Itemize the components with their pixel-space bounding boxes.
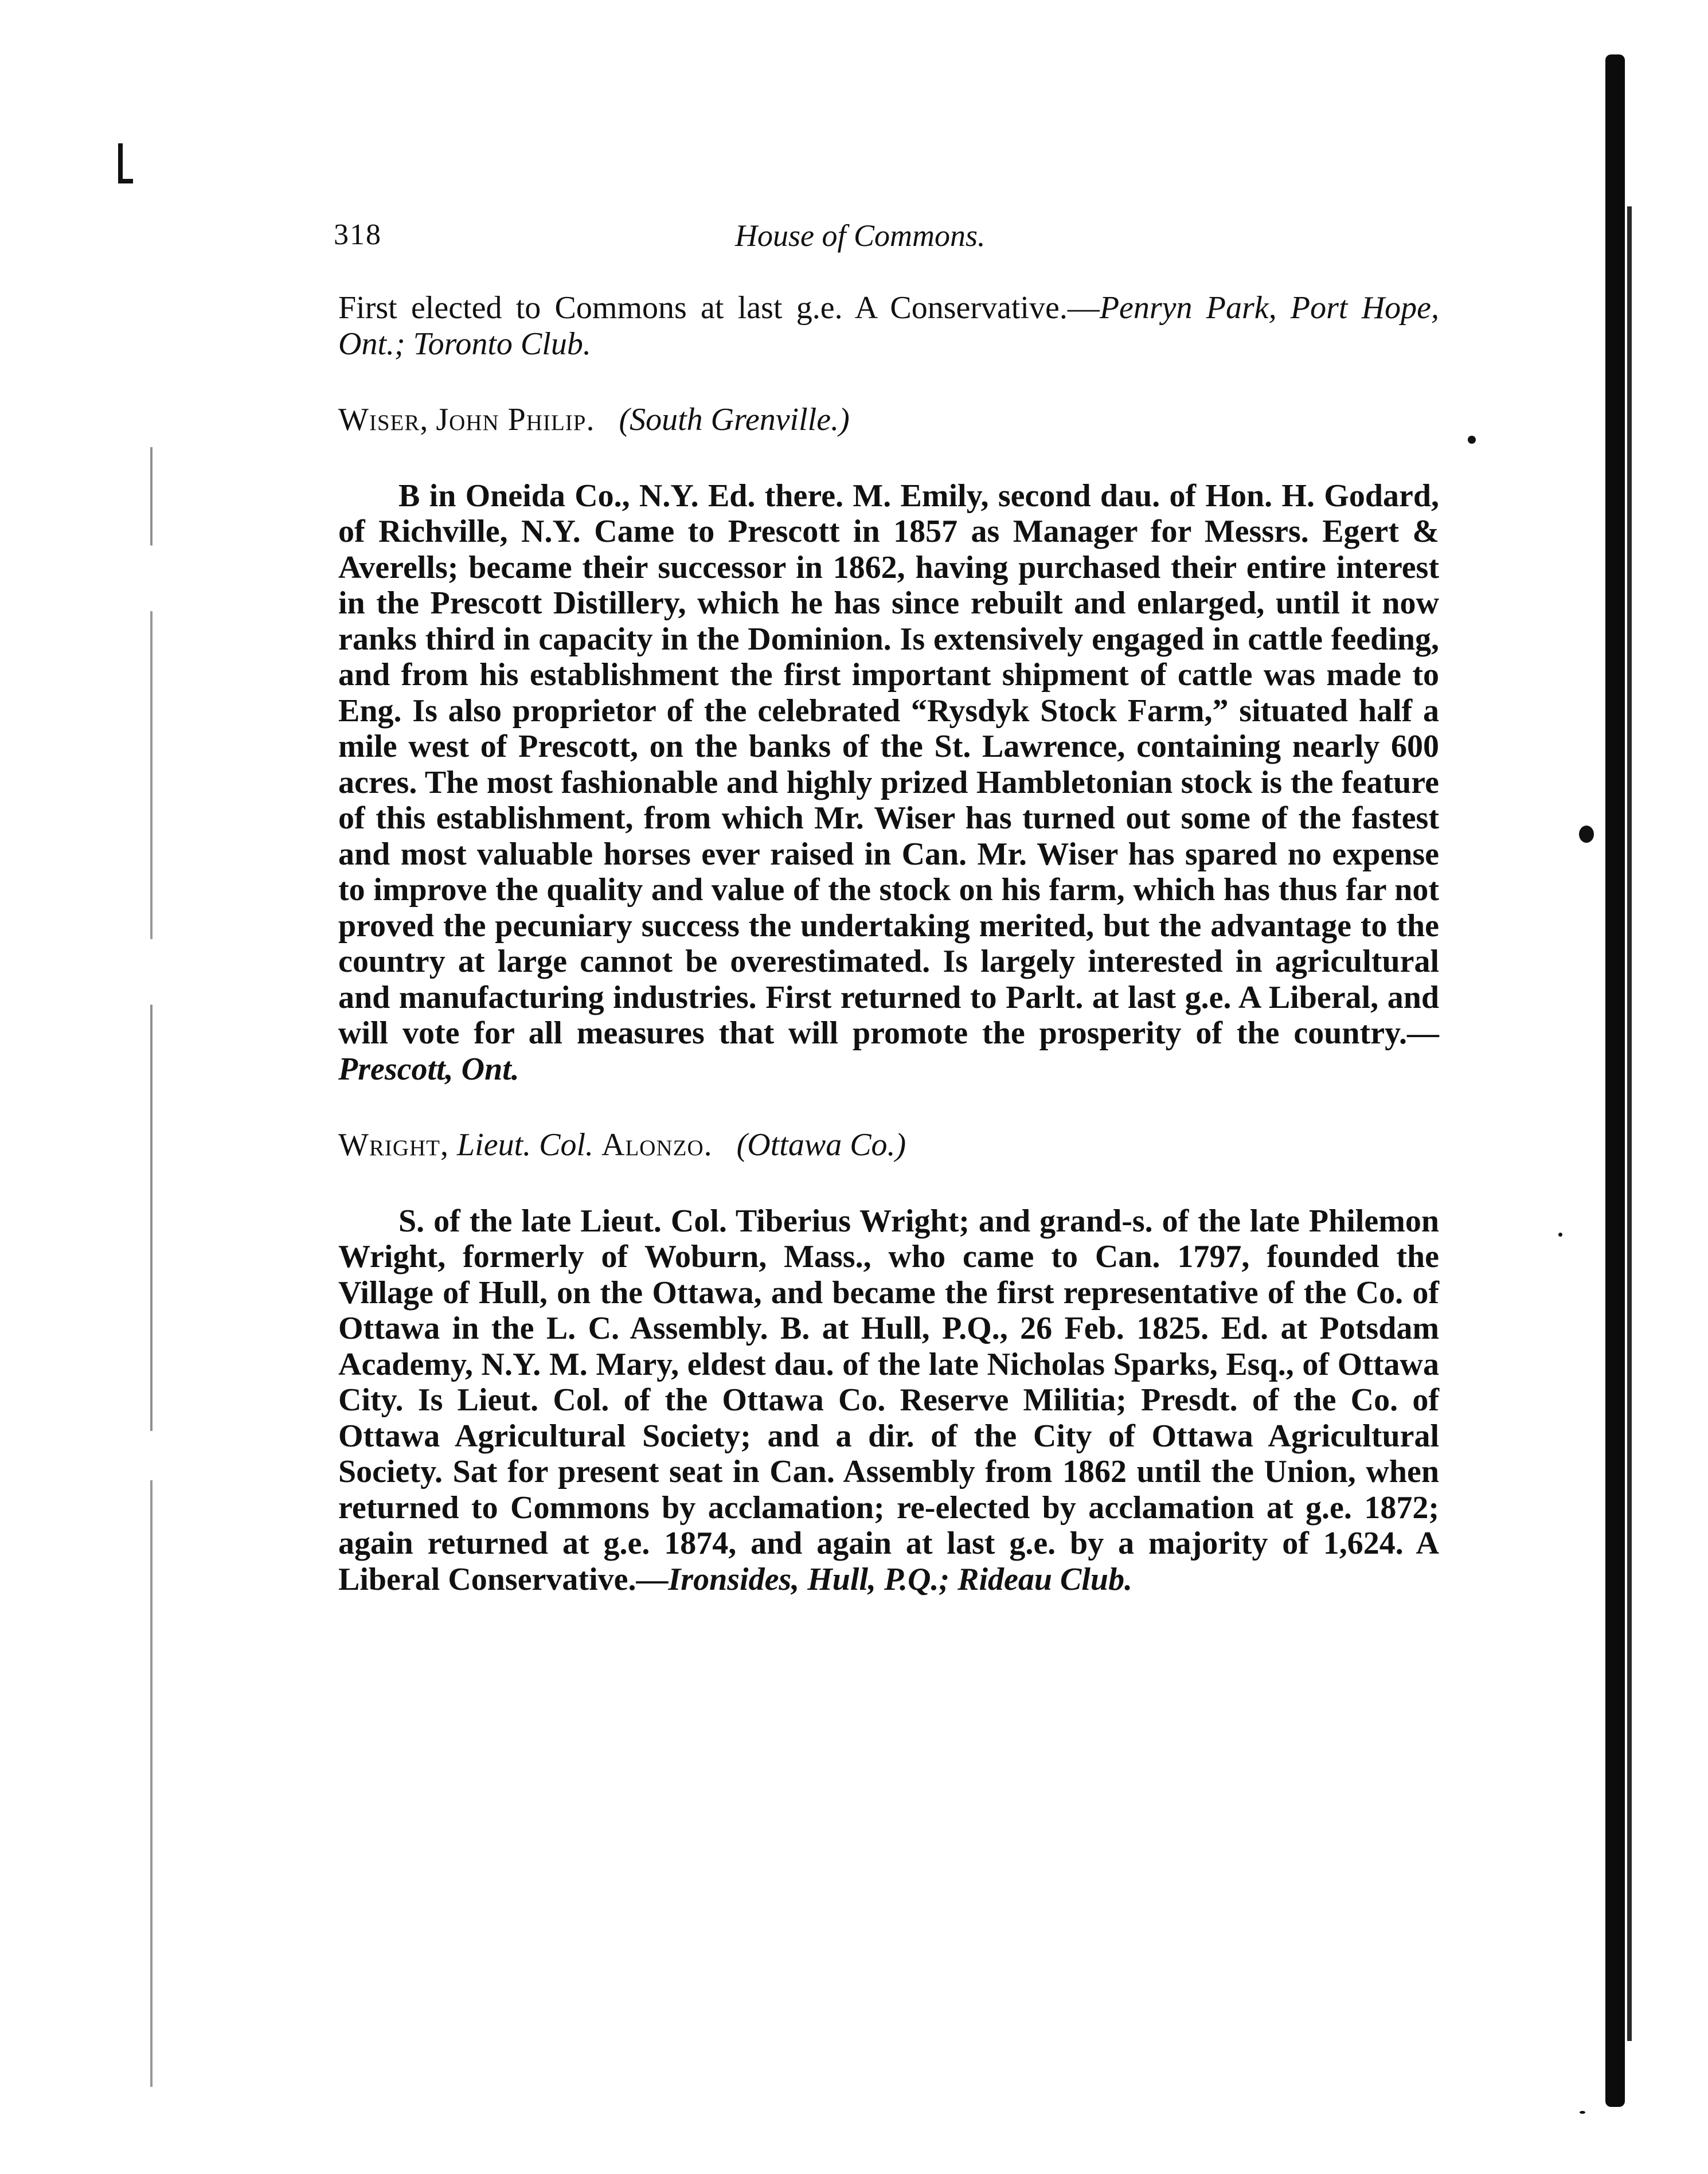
- speck-dot: [1558, 1233, 1562, 1237]
- entry-given-name: John Philip.: [436, 402, 595, 437]
- running-head: House of Commons.: [735, 218, 986, 253]
- speck-dot: [1580, 2111, 1585, 2114]
- speck-dot: [1468, 436, 1476, 444]
- entry-address: Prescott, Ont.: [338, 1051, 519, 1087]
- intro-text: First elected to Commons at last g.e. A Conservative.—: [338, 290, 1100, 326]
- intro-address: Penryn Park, Port Hope, Ont.; Toronto Club.: [338, 290, 1439, 362]
- entry-constituency: (Ottawa Co.): [736, 1127, 906, 1163]
- entry-surname: Wiser: [338, 402, 420, 437]
- page-number: 318: [334, 218, 382, 251]
- entry-rank: Lieut. Col.: [457, 1127, 594, 1163]
- left-margin-line: [150, 447, 153, 2087]
- entry-body-wiser: [338, 478, 1439, 1088]
- text-block: [338, 290, 1439, 1597]
- intro-paragraph: [338, 290, 1439, 362]
- entry-body-text: S. of the late Lieut. Col. Tiberius Wright; and grand-s. of the late Philemon Wright, formerly of Woburn, Mass., who came to Can. 1797, founded the Village of Hull, on the Ottawa, and became the first representative of the Co. of Ottawa in the L. C. Assembly. B. at Hull, P.Q., 26 Feb. 1825. Ed. at Potsdam Academy, N.Y. M. Mary, eldest dau. of the late Nicholas Sparks, Esq., of Ottawa City. Is Lieut. Col. of the Ottawa Co. Reserve Militia; Presdt. of the Co. of Ottawa Agricultural Society; and a dir. of the City of Ottawa Agricultural Society. Sat for present seat in Can. Assembly from 1862 until the Union, when returned to Commons by acclamation; re-elected by acclamation at g.e. 1872; again returned at g.e. 1874, and again at last g.e. by a majority of 1,624. A Liberal Conservative.—: [338, 1203, 1439, 1597]
- scan-corner-mark: [118, 143, 123, 183]
- entry-given-name: Alonzo.: [601, 1127, 713, 1163]
- entry-body-wright: [338, 1203, 1439, 1598]
- page-edge-shadow: [1605, 54, 1625, 2107]
- scan-corner-mark-foot: [118, 179, 133, 183]
- page-header: [334, 218, 1440, 264]
- speck-dot: [1579, 826, 1594, 843]
- page-edge-shadow-inner: [1627, 206, 1632, 2041]
- entry-address: Ironsides, Hull, P.Q.; Rideau Club.: [668, 1561, 1133, 1597]
- entry-heading-wiser: Wiser, John Philip. (South Grenville.): [338, 402, 850, 437]
- entry-body-text: B in Oneida Co., N.Y. Ed. there. M. Emily, second dau. of Hon. H. Godard, of Richville, N.Y. Came to Prescott in 1857 as Manager for Messrs. Egert & Averells; became their successor in 1862, having purchased their entire interest in the Prescott Distillery, which he has since rebuilt and enlarged, until it now ranks third in capacity in the Dominion. Is extensively engaged in cattle feeding, and from his establishment the first important shipment of cattle was made to Eng. Is also proprietor of the celebrated “Rysdyk Stock Farm,” situated half a mile west of Prescott, on the banks of the St. Lawrence, containing nearly 600 acres. The most fashionable and highly prized Hambletonian stock is the feature of this establishment, from which Mr. Wiser has turned out some of the fastest and most valuable horses ever raised in Can. Mr. Wiser has spared no expense to improve the quality and value of the stock on his farm, which has thus far not proved the pecuniary success the undertaking merited, but the advantage to the country at large cannot be overestimated. Is largely interested in agricultural and manufacturing industries. First returned to Parlt. at last g.e. A Liberal, and will vote for all measures that will promote the prosperity of the country.—: [338, 478, 1439, 1051]
- entry-surname: Wright,: [338, 1127, 450, 1163]
- entry-constituency: (South Grenville.): [619, 402, 850, 437]
- entry-heading-wright: [338, 1127, 1439, 1163]
